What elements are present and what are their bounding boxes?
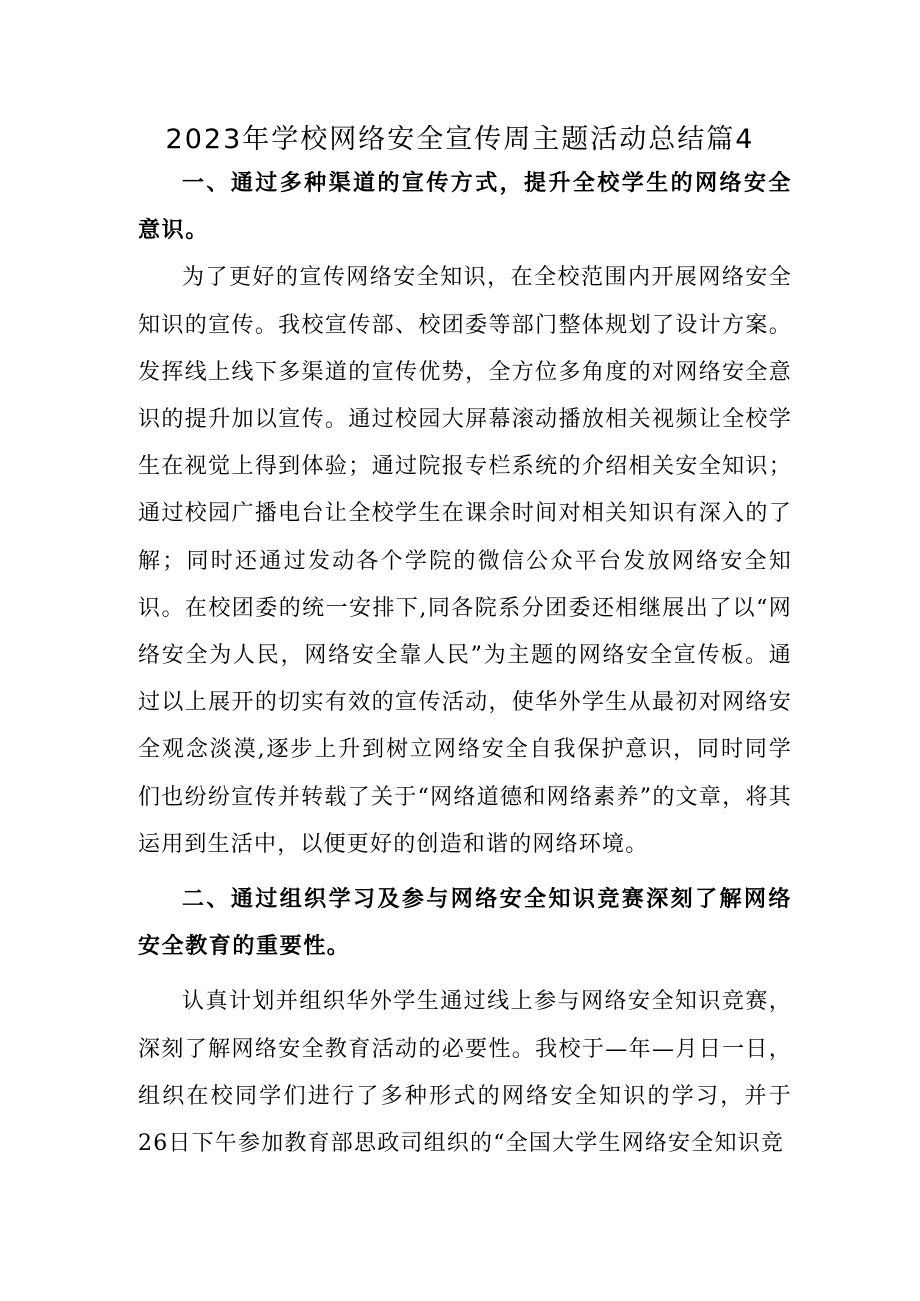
section-1-heading: 一、通过多种渠道的宣传方式，提升全校学生的网络安全意识。 <box>138 171 792 244</box>
section-2-paragraph: 认真计划并组织华外学生通过线上参与网络安全知识竞赛，深刻了解网络安全教育活动的必要性。我校于—年—月日一日，组织在校同学们进行了多种形式的网络安全知识的学习，并于26日下午参加教育部思政司组织的“全国大学生网络安全知识竞 <box>138 989 792 1157</box>
document-body <box>138 160 792 1167</box>
section-2-heading: 二、通过组织学习及参与网络安全知识竞赛深刻了解网络安全教育的重要性。 <box>138 887 792 960</box>
document-title: 2023年学校网络安全宣传周主题活动总结篇4 <box>165 124 755 155</box>
section-1-paragraph: 为了更好的宣传网络安全知识，在全校范围内开展网络安全知识的宣传。我校宣传部、校团委等部门整体规划了设计方案。发挥线上线下多渠道的宣传优势，全方位多角度的对网络安全意识的提升加以宣传。通过校园大屏幕滚动播放相关视频让全校学生在视觉上得到体验；通过院报专栏系统的介绍相关安全知识；通过校园广播电台让全校学生在课余时间对相关知识有深入的了解；同时还通过发动各个学院的微信公众平台发放网络安全知识。在校团委的统一安排下,同各院系分团委还相继展出了以“网络安全为人民，网络安全靠人民”为主题的网络安全宣传板。通过以上展开的切实有效的宣传活动，使华外学生从最初对网络安全观念淡漠,逐步上升到树立网络安全自我保护意识，同时同学们也纷纷宣传并转载了关于“网络道德和网络素养”的文章，将其运用到生活中，以便更好的创造和谐的网络环境。 <box>138 265 792 857</box>
